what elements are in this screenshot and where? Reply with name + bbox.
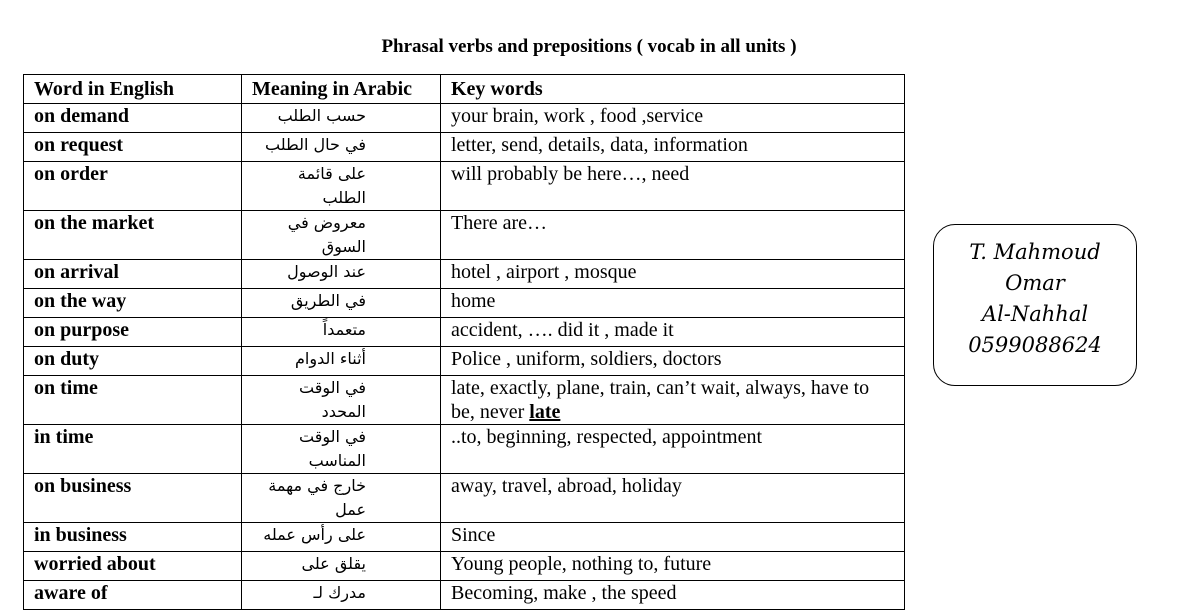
page-title: Phrasal verbs and prepositions ( vocab in all units ) [381,36,797,57]
keywords-cell: There are… [441,211,905,260]
english-cell: on order [24,162,242,211]
english-cell: on business [24,474,242,523]
table-row [24,425,905,474]
english-cell: on arrival [24,260,242,289]
keywords-cell [441,376,905,425]
arabic-cell: في الوقت المناسب [242,425,441,474]
table-row [24,260,905,289]
arabic-cell: أثناء الدوام [242,347,441,376]
english-cell: on request [24,133,242,162]
keywords-emphasis: late [529,401,561,423]
author-card [933,224,1137,386]
table-row [24,347,905,376]
vocab-table [23,74,905,610]
table-row [24,474,905,523]
english-cell: on purpose [24,318,242,347]
english-cell: on duty [24,347,242,376]
header-english: Word in English [24,75,242,104]
arabic-cell: في الطريق [242,289,441,318]
table-row [24,376,905,425]
keywords-cell: Young people, nothing to, future [441,552,905,581]
table-row [24,104,905,133]
author-name-line3: Al-Nahhal [981,302,1089,326]
author-name-line1: T. Mahmoud [969,240,1101,264]
keywords-cell: Police , uniform, soldiers, doctors [441,347,905,376]
english-cell: in time [24,425,242,474]
table-row [24,133,905,162]
keywords-cell: will probably be here…, need [441,162,905,211]
table-header-row [24,75,905,104]
header-arabic: Meaning in Arabic [242,75,441,104]
table-row [24,523,905,552]
arabic-cell: معروض في السوق [242,211,441,260]
english-cell: in business [24,523,242,552]
keywords-cell: home [441,289,905,318]
table-row [24,289,905,318]
keywords-cell: Since [441,523,905,552]
keywords-cell: ..to, beginning, respected, appointment [441,425,905,474]
table-row [24,581,905,610]
arabic-cell: في الوقت المحدد [242,376,441,425]
english-cell: on the market [24,211,242,260]
arabic-cell: في حال الطلب [242,133,441,162]
english-cell: aware of [24,581,242,610]
english-cell: worried about [24,552,242,581]
arabic-cell: على قائمة الطلب [242,162,441,211]
header-keywords: Key words [441,75,905,104]
keywords-cell: away, travel, abroad, holiday [441,474,905,523]
keywords-cell: Becoming, make , the speed [441,581,905,610]
table-row [24,162,905,211]
table-row [24,211,905,260]
arabic-cell: يقلق على [242,552,441,581]
arabic-cell: على رأس عمله [242,523,441,552]
arabic-cell: حسب الطلب [242,104,441,133]
author-name-line2: Omar [1005,271,1065,295]
table-row [24,318,905,347]
table-row [24,552,905,581]
author-phone: 0599088624 [968,333,1102,357]
arabic-cell: خارج في مهمة عمل [242,474,441,523]
arabic-cell: مدرك لـ [242,581,441,610]
keywords-cell: hotel , airport , mosque [441,260,905,289]
keywords-cell: letter, send, details, data, information [441,133,905,162]
keywords-cell: your brain, work , food ,service [441,104,905,133]
english-cell: on time [24,376,242,425]
english-cell: on the way [24,289,242,318]
arabic-cell: متعمداً [242,318,441,347]
arabic-cell: عند الوصول [242,260,441,289]
english-cell: on demand [24,104,242,133]
keywords-text: late, exactly, plane, train, can’t wait, always, have to be, never [451,377,870,423]
keywords-cell: accident, …. did it , made it [441,318,905,347]
